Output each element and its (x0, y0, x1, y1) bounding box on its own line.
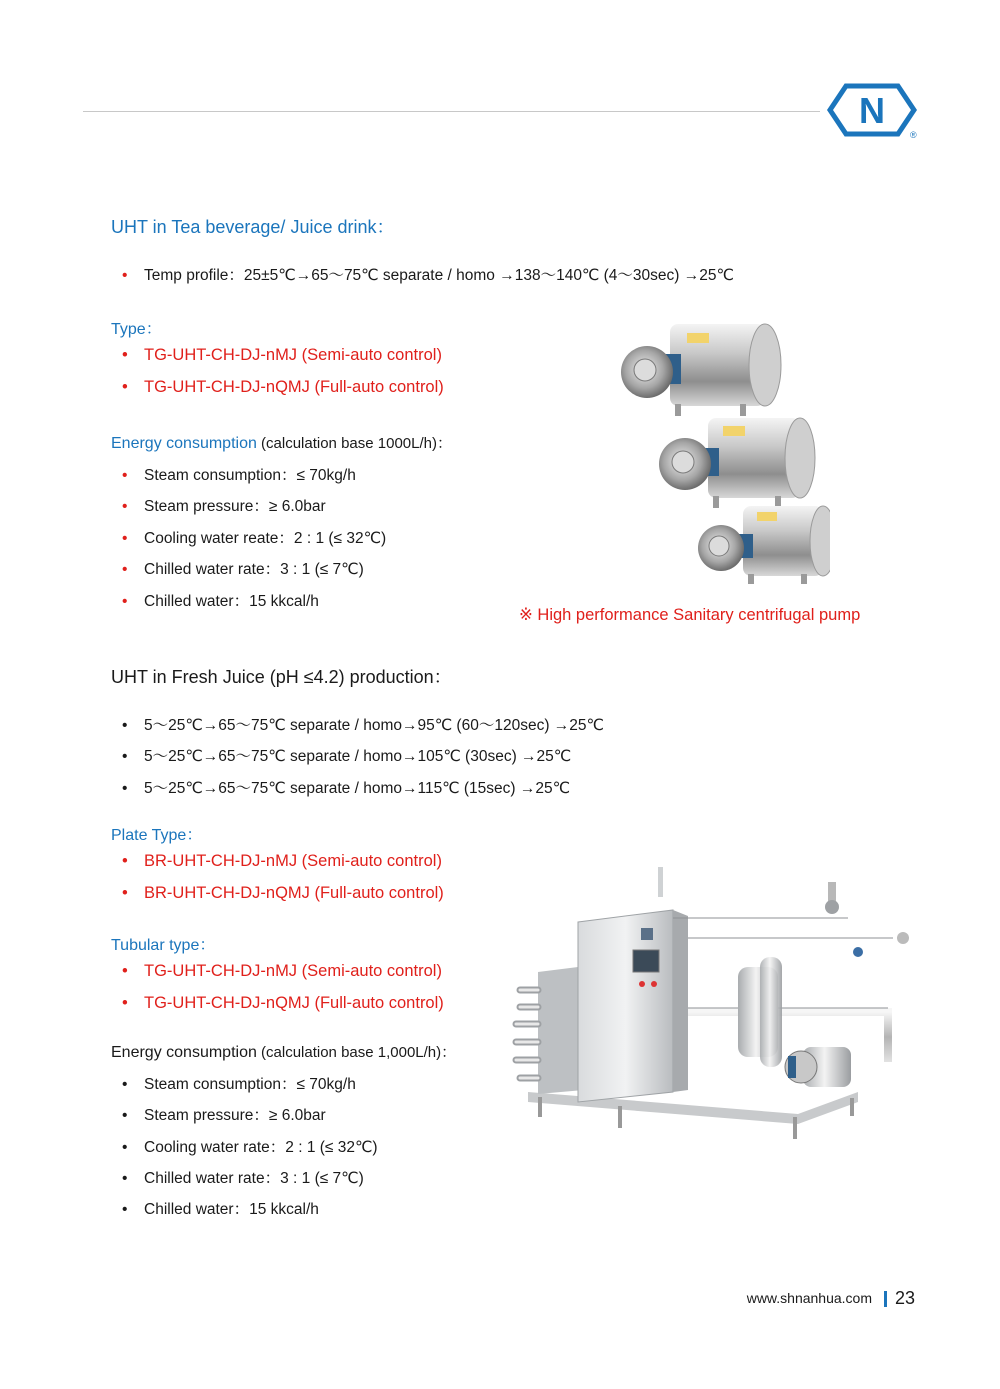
energy-item (122, 1135, 378, 1157)
bullet: • (122, 1076, 128, 1093)
type-text: TG-UHT-CH-DJ-nQMJ (Full-auto control) (144, 378, 444, 396)
energy-item (122, 557, 364, 579)
bullet: • (122, 1139, 128, 1156)
energy-item (122, 494, 326, 516)
energy-label: Energy consumption (111, 1044, 257, 1061)
centrifugal-pump-image (615, 308, 830, 593)
bullet: • (122, 780, 128, 797)
registered-mark: ® (910, 130, 917, 140)
profile-text: 5～25℃→65～75℃ separate / homo→95℃ (60～120sec) →25℃ (144, 717, 604, 734)
energy-text: Steam consumption：≤ 70kg/h (144, 467, 356, 484)
bullet: • (122, 346, 128, 364)
energy-text: Chilled water rate：3 : 1 (≤ 7℃) (144, 1170, 364, 1187)
bullet: • (122, 884, 128, 902)
plate-type-text: BR-UHT-CH-DJ-nQMJ (Full-auto control) (144, 884, 444, 902)
energy-item (122, 526, 387, 548)
tubular-type-text: TG-UHT-CH-DJ-nMJ (Semi-auto control) (144, 962, 442, 980)
logo-mark: N (859, 90, 885, 131)
energy-text: Chilled water：15 kkcal/h (144, 593, 319, 610)
bullet: • (122, 593, 128, 610)
juice-profile-item (122, 713, 604, 735)
temp-profile-text: Temp profile：25±5℃→65～75℃ separate / homo →138～140℃ (4～30sec) →25℃ (144, 267, 734, 284)
type-label: Type： (111, 321, 162, 338)
energy-text: Chilled water：15 kkcal/h (144, 1201, 319, 1218)
plate-type-item (122, 884, 444, 903)
pump-caption: ※ High performance Sanitary centrifugal pump (519, 606, 861, 624)
temp-profile-item (122, 263, 734, 285)
plate-type-text: BR-UHT-CH-DJ-nMJ (Semi-auto control) (144, 852, 442, 870)
energy-item (122, 1072, 356, 1094)
footer-divider (884, 1291, 887, 1307)
type-text: TG-UHT-CH-DJ-nMJ (Semi-auto control) (144, 346, 442, 364)
energy-item (122, 589, 319, 611)
brand-logo (826, 80, 918, 142)
profile-text: 5～25℃→65～75℃ separate / homo→115℃ (15sec) →25℃ (144, 780, 571, 797)
bullet: • (122, 378, 128, 396)
energy-suffix: (calculation base 1000L/h)： (256, 435, 452, 452)
energy-item (122, 1197, 319, 1219)
energy-text: Steam pressure：≥ 6.0bar (144, 498, 326, 515)
type-item (122, 378, 444, 397)
tubular-type-label: Tubular type： (111, 937, 216, 954)
energy-suffix: (calculation base 1,000L/h)： (256, 1044, 457, 1061)
bullet: • (122, 748, 128, 765)
energy-text: Steam consumption：≤ 70kg/h (144, 1076, 356, 1093)
bullet: • (122, 561, 128, 578)
type-item (122, 346, 442, 365)
energy-heading-2 (111, 1041, 456, 1062)
bullet: • (122, 1107, 128, 1124)
bullet: • (122, 1170, 128, 1187)
bullet: • (122, 994, 128, 1012)
energy-text: Cooling water reate：2 : 1 (≤ 32℃) (144, 530, 387, 547)
header-rule (83, 111, 820, 112)
bullet: • (122, 1201, 128, 1218)
bullet: • (122, 962, 128, 980)
bullet: • (122, 498, 128, 515)
energy-label: Energy consumption (111, 435, 257, 452)
energy-text: Steam pressure：≥ 6.0bar (144, 1107, 326, 1124)
energy-item (122, 1166, 364, 1188)
bullet: • (122, 530, 128, 547)
plate-type-label: Plate Type： (111, 827, 203, 844)
bullet: • (122, 717, 128, 734)
bullet: • (122, 467, 128, 484)
page-number: 23 (895, 1288, 916, 1308)
energy-heading-1 (111, 432, 452, 453)
energy-item (122, 463, 356, 485)
tubular-type-item (122, 962, 442, 981)
bullet: • (122, 267, 128, 284)
section2-heading: UHT in Fresh Juice (pH ≤4.2) production： (111, 667, 452, 687)
section1-heading: UHT in Tea beverage/ Juice drink： (111, 217, 395, 237)
profile-text: 5～25℃→65～75℃ separate / homo→105℃ (30sec) →25℃ (144, 748, 572, 765)
energy-item (122, 1103, 326, 1125)
energy-text: Cooling water rate：2 : 1 (≤ 32℃) (144, 1139, 378, 1156)
uht-sterilizer-image (498, 862, 910, 1146)
energy-text: Chilled water rate：3 : 1 (≤ 7℃) (144, 561, 364, 578)
plate-type-item (122, 852, 442, 871)
footer-url[interactable]: www.shnanhua.com (746, 1290, 872, 1306)
juice-profile-item (122, 744, 572, 766)
juice-profile-item (122, 776, 571, 798)
bullet: • (122, 852, 128, 870)
tubular-type-item (122, 994, 444, 1013)
tubular-type-text: TG-UHT-CH-DJ-nQMJ (Full-auto control) (144, 994, 444, 1012)
